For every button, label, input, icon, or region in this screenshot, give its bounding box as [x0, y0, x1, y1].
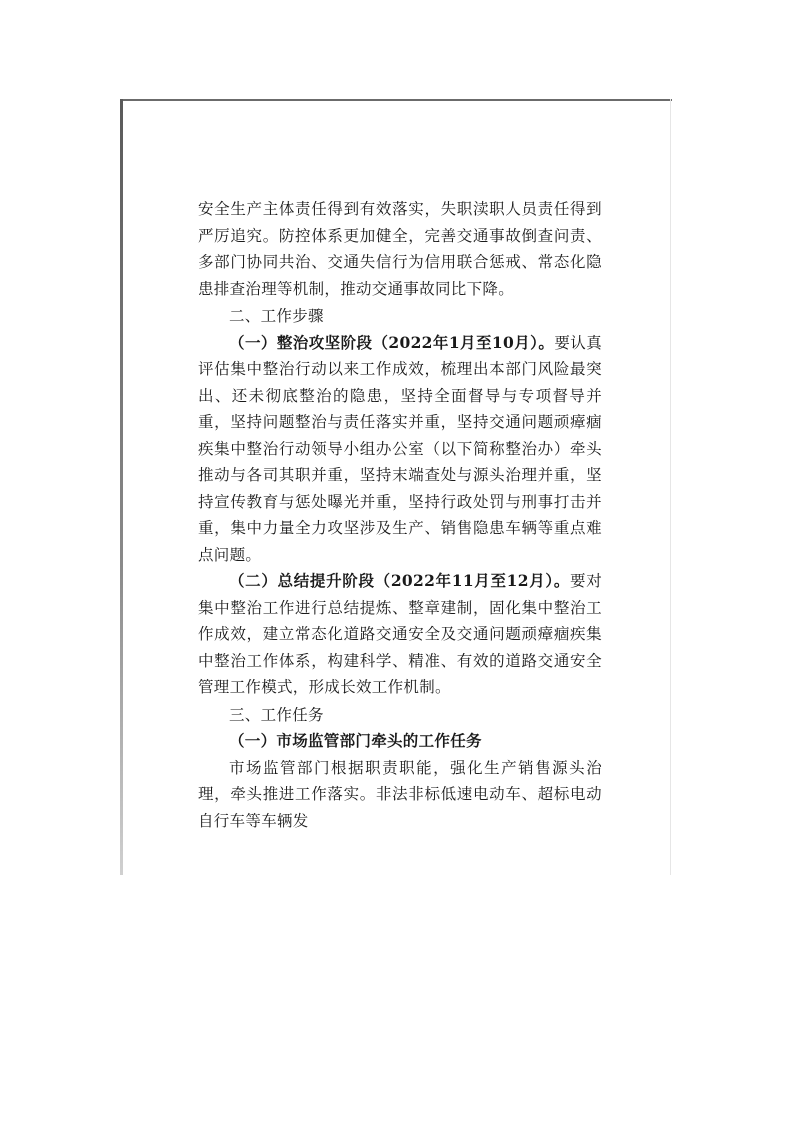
task1-title: （一）市场监管部门牵头的工作任务 — [229, 731, 482, 750]
scan-border-left — [120, 99, 123, 875]
section-heading-tasks: 三、工作任务 — [229, 705, 324, 724]
step1-title: （一）整治攻坚阶段（2022年1月至10月）。 — [229, 332, 555, 352]
step2-text: 要对集中整治工作进行总结提炼、整章建制，固化集中整治工作成效，建立常态化道路交通安全及交通问题顽瘴痼疾集中整治工作体系，构建科学、精准、有效的道路交通安全管理工作模式，形成长效工作机制。 — [198, 572, 602, 696]
scan-border-top — [120, 99, 672, 101]
section-heading-steps: 二、工作步骤 — [229, 307, 324, 325]
intro-paragraph: 安全生产主体责任得到有效落实，失职渎职人员责任得到严厉追究。防控体系更加健全，完善交通事故倒查问责、多部门协同共治、交通失信行为信用联合惩戒、常态化隐患排查治理等机制，推动交通事故同比下降。 — [198, 200, 602, 298]
scan-border-right — [670, 99, 671, 875]
step1-paragraph — [198, 330, 602, 569]
step1-text: 要认真评估集中整治行动以来工作成效，梳理出本部门风险最突出、还未彻底整治的隐患，坚持全面督导与专项督导并重，坚持问题整治与责任落实并重，坚持交通问题顽瘴痼疾集中整治行动领导小组办公室（以下简称整治办）牵头推动与各司其职并重，坚持末端查处与源头治理并重，坚持宣传教育与惩处曝光并重，坚持行政处罚与刑事打击并重，集中力量全力攻坚涉及生产、销售隐患车辆等重点难点问题。 — [198, 333, 602, 564]
document-body — [198, 196, 602, 834]
step2-paragraph — [198, 568, 602, 701]
task1-paragraph: 市场监管部门根据职责职能，强化生产销售源头治理，牵头推进工作落实。非法非标低速电动车、超标电动自行车等车辆发 — [198, 758, 602, 830]
step2-title: （二）总结提升阶段（2022年11月至12月）。 — [229, 571, 571, 590]
